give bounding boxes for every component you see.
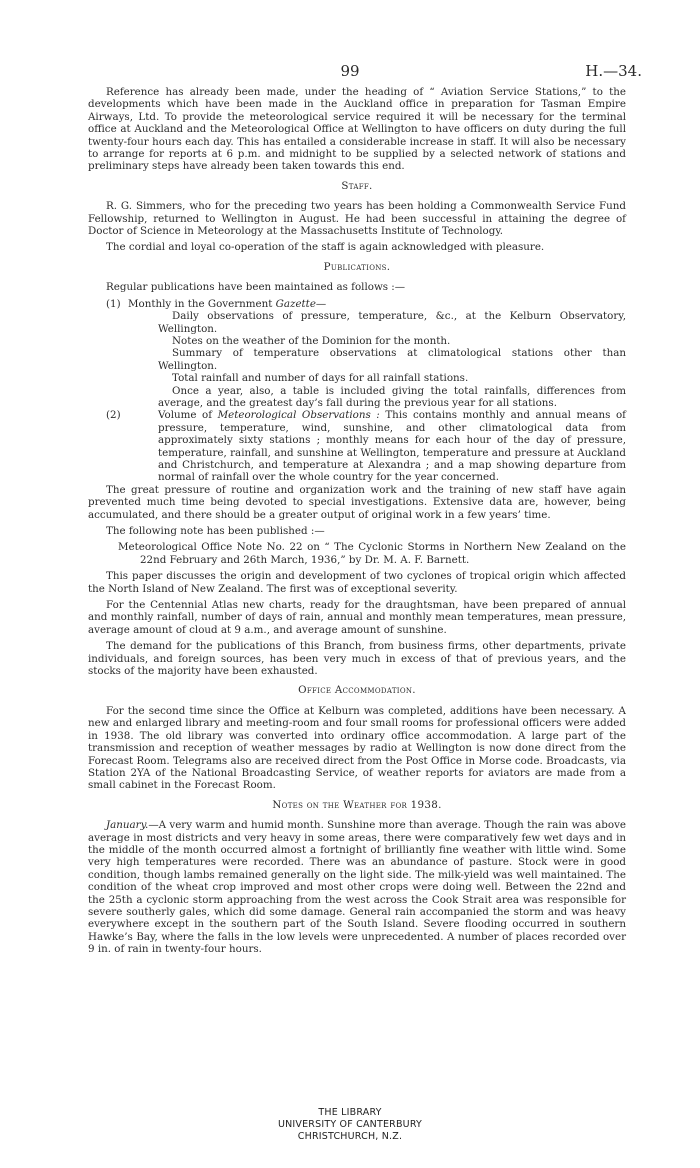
staff-heading: Staff. xyxy=(341,179,373,192)
document-body xyxy=(88,86,626,960)
publication-subitem: Total rainfall and number of days for all rainfall stations. xyxy=(172,372,469,385)
publication-item-1: (1) Monthly in the Government Gazette— xyxy=(106,297,327,310)
staff-paragraph: R. G. Simmers, who for the preceding two years has been holding a Commonwealth Service Fund Fellowship, returned to Wellington in August. He had been successful in attaining the degree of Doctor of Science in Meteorology at the Massachusetts Institute of Technology. xyxy=(88,200,626,238)
publications-paragraph: The great pressure of routine and organization work and the training of new staff have again prevented much time being devoted to special investigations. Extensive data are, however, being accumulated, and there should be a greater output of original work in a few years’ time. xyxy=(88,483,626,521)
weather-heading: Notes on the Weather for 1938. xyxy=(272,798,442,811)
document-code: H.—34. xyxy=(585,62,642,80)
library-stamp xyxy=(0,1107,700,1143)
office-paragraph: For the second time since the Office at Kelburn was completed, additions have been necessary. A new and enlarged library and meeting-room and four small rooms for professional officers were added in 1938. The old library was converted into ordinary office accommodation. A large part of the transmission and reception of weather messages by radio at Wellington is now done direct from the Forecast Room. Telegrams also are received direct from the Post Office in Morse code. Broadcasts, via Station 2YA of the National Broadcasting Service, of weather reports for aviators are made from a small cabinet in the Forecast Room. xyxy=(88,704,626,792)
stamp-line: THE LIBRARY xyxy=(318,1107,382,1118)
intro-paragraph: Reference has already been made, under the heading of “ Aviation Service Stations,” to the developments which have been made in the Auckland office in preparation for Tasman Empire Airways, Ltd. To provide the meteorological service required it will be necessary for the terminal office at Auckland and the Meteorological Office at Wellington to have officers on duty during the full twenty-four hours each day. This has entailed a considerable increase in staff. It will also be necessary to arrange for reports at 6 p.m. and midnight to be supplied by a selected network of stations and preliminary steps have already been taken towards this end. xyxy=(88,86,626,173)
item-number: (1) xyxy=(106,297,121,310)
page-number: 99 xyxy=(340,62,360,80)
weather-paragraph: January.—A very warm and humid month. Sunshine more than average. Though the rain was above average in most districts and very heavy in some areas, there were comparatively few wet days and in the middle of the month occurred almost a fortnight of brilliantly fine weather with little wind. Some very high temperatures were recorded. There was an abundance of pasture. Stock were in good condition, though lambs remained generally on the light side. The milk-yield was well maintained. The condition of the wheat crop improved and most other crops were doing well. Between the 22nd and the 25th a cyclonic storm approaching from the west across the Cook Strait area was responsible for severe southerly gales, which did some damage. General rain accompanied the storm and was heavy everywhere except in the southern part of the South Island. Severe flooding occurred in southern Hawke’s Bay, where the falls in the low levels were unprecedented. A number of places recorded over 9 in. of rain in twenty-four hours. xyxy=(88,819,626,956)
publication-subitem: Notes on the weather of the Dominion for the month. xyxy=(172,334,451,347)
month-label: January. xyxy=(106,819,149,832)
publication-item-2: (2) Volume of Meteorological Observations : This contains monthly and annual means of pressure, temperature, wind, sunshine, and other climatological data from approximately sixty stations ; monthly means for each hour of the day of pressure, temperature, rainfall, and sunshine at Wellington, temperature and pressure at Auckland and Christchurch, and temperature at Alexandra ; and a map showing departure from normal of rainfall over the whole country for the year concerned. xyxy=(106,409,626,484)
stamp-line: CHRISTCHURCH, N.Z. xyxy=(297,1131,403,1142)
publication-subitem: Once a year, also, a table is included giving the total rainfalls, differences from average, and the greatest day’s fall during the previous year for all stations. xyxy=(158,384,626,409)
publications-paragraph: This paper discusses the origin and development of two cyclones of tropical origin which affected the North Island of New Zealand. The first was of exceptional severity. xyxy=(88,570,626,595)
item-number: (2) xyxy=(106,409,121,422)
publications-paragraph: The demand for the publications of this Branch, from business firms, other departments, private individuals, and foreign sources, has been very much in excess of that of previous years, and the stocks of the majority have been exhausted. xyxy=(88,640,626,678)
publications-paragraph: The following note has been published :— xyxy=(106,525,325,537)
published-note: Meteorological Office Note No. 22 on “ The Cyclonic Storms in Northern New Zealand on the 22nd February and 26th March, 1936,” by Dr. M. A. F. Barnett. xyxy=(118,541,626,566)
office-heading: Office Accommodation. xyxy=(298,684,416,697)
publications-heading: Publications. xyxy=(323,260,391,273)
publication-subitem: Summary of temperature observations at climatological stations other than Wellington. xyxy=(158,347,626,372)
publication-subitem: Daily observations of pressure, temperature, &c., at the Kelburn Observatory, Wellington. xyxy=(158,310,626,335)
staff-paragraph: The cordial and loyal co-operation of the staff is again acknowledged with pleasure. xyxy=(106,241,545,254)
publications-intro: Regular publications have been maintained as follows :— xyxy=(106,281,406,294)
stamp-line: UNIVERSITY OF CANTERBURY xyxy=(277,1119,423,1130)
publications-paragraph: For the Centennial Atlas new charts, ready for the draughtsman, have been prepared of annual and monthly rainfall, number of days of rain, annual and monthly mean temperatures, mean pressure, average amount of cloud at 9 a.m., and average amount of sunshine. xyxy=(88,599,626,636)
